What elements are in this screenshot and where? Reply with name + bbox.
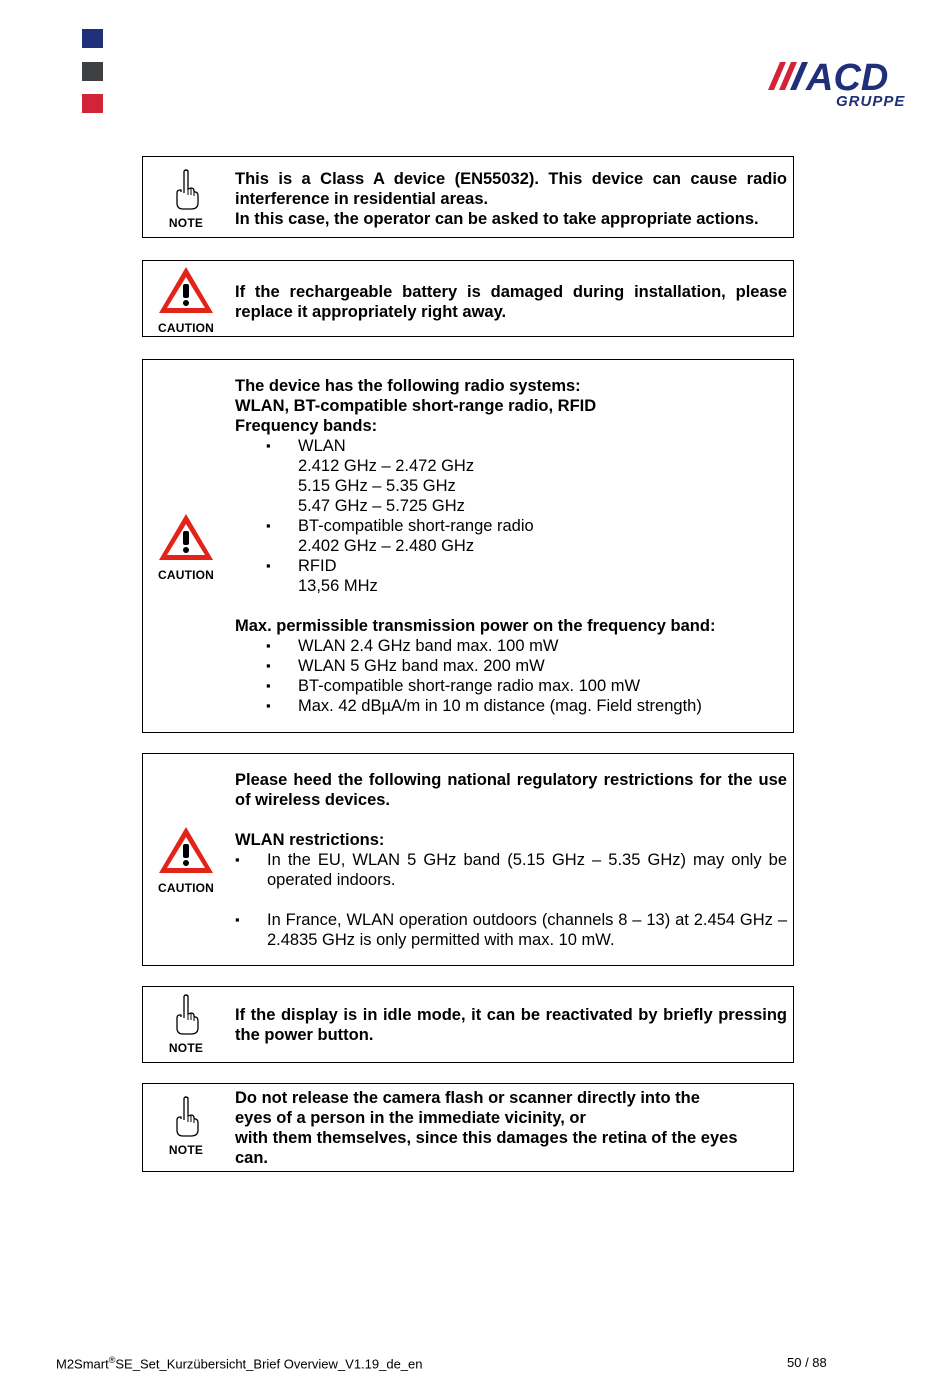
band-range: 13,56 MHz xyxy=(298,577,378,595)
caution-text: If the rechargeable battery is damaged during installation, please replace it appropriately right away. xyxy=(235,283,787,321)
caution-icon-column xyxy=(143,824,229,895)
wlan-restrictions-heading: WLAN restrictions: xyxy=(235,831,385,849)
list-item xyxy=(235,556,787,596)
list-item: ▪ In the EU, WLAN 5 GHz band (5.15 GHz – 5.35 GHz) may only be operated indoors. xyxy=(235,850,787,890)
caution-box-battery xyxy=(142,260,794,337)
frequency-band-list xyxy=(235,436,787,596)
regulatory-intro: Please heed the following national regulatory restrictions for the use of wireless devices. xyxy=(235,771,787,809)
power-list xyxy=(235,636,787,716)
note-box-class-a xyxy=(142,156,794,238)
brand-square-gray xyxy=(82,62,103,81)
band-range: 5.47 GHz – 5.725 GHz xyxy=(298,497,465,515)
note-line: can. xyxy=(235,1149,269,1167)
band-range: 5.15 GHz – 5.35 GHz xyxy=(298,477,456,495)
band-name: ▪ RFID xyxy=(298,557,337,575)
list-item: ▪ In France, WLAN operation outdoors (channels 8 – 13) at 2.454 GHz – 2.4835 GHz is only permitted with max. 10 mW. xyxy=(235,910,787,950)
caution-label: CAUTION xyxy=(157,881,215,895)
note-icon-column xyxy=(143,1096,229,1157)
list-item: ▪ BT-compatible short-range radio max. 100 mW xyxy=(235,676,787,696)
list-item: ▪ WLAN 2.4 GHz band max. 100 mW xyxy=(235,636,787,656)
radio-systems-list: WLAN, BT-compatible short-range radio, RFID xyxy=(235,397,597,415)
warning-triangle-icon xyxy=(156,511,216,563)
warning-triangle-icon xyxy=(156,264,216,316)
logo-subtext: GRUPPE xyxy=(836,93,906,110)
logo-text: ACD xyxy=(806,57,889,99)
acd-logo xyxy=(766,48,918,110)
note-paragraph: This is a Class A device (EN55032). This device can cause radio interference in residential areas. xyxy=(235,170,787,208)
footer-document-name xyxy=(56,1355,423,1371)
note-icon-column xyxy=(143,994,229,1055)
list-item xyxy=(235,516,787,556)
list-item: ▪ Max. 42 dBµA/m in 10 m distance (mag. Field strength) xyxy=(235,696,787,716)
caution-icon-column xyxy=(143,264,229,335)
footer-page-number: 50 / 88 xyxy=(787,1355,827,1370)
band-name: ▪ BT-compatible short-range radio xyxy=(298,517,534,535)
radio-systems-text xyxy=(235,376,787,716)
caution-label: CAUTION xyxy=(157,321,215,335)
restrictions-list xyxy=(235,850,787,950)
doc-name-suffix: SE_Set_Kurzübersicht_Brief Overview_V1.19_de_en xyxy=(115,1356,423,1372)
note-text: If the display is in idle mode, it can be reactivated by briefly pressing the power button. xyxy=(235,1006,787,1044)
note-paragraph: In this case, the operator can be asked to take appropriate actions. xyxy=(235,210,759,228)
note-text xyxy=(235,1088,787,1168)
band-name: ▪ WLAN xyxy=(298,437,346,455)
pointing-hand-icon xyxy=(171,169,201,211)
regulatory-text xyxy=(235,770,787,950)
registered-mark: ® xyxy=(108,1355,116,1365)
caution-box-regulatory xyxy=(142,753,794,966)
doc-name-prefix: M2Smart xyxy=(56,1356,109,1372)
caution-icon-column xyxy=(143,511,229,582)
note-label: NOTE xyxy=(168,1143,204,1157)
note-label: NOTE xyxy=(168,216,204,230)
caution-box-radio xyxy=(142,359,794,733)
radio-intro: The device has the following radio systems: xyxy=(235,377,581,395)
note-line: with them themselves, since this damages the retina of the eyes xyxy=(235,1129,738,1147)
frequency-heading: Frequency bands: xyxy=(235,417,378,435)
note-text xyxy=(235,169,787,229)
band-range: 2.402 GHz – 2.480 GHz xyxy=(298,537,475,555)
pointing-hand-icon xyxy=(171,1096,201,1138)
brand-square-red xyxy=(82,94,103,113)
note-label: NOTE xyxy=(168,1041,204,1055)
list-item: ▪ WLAN 5 GHz band max. 200 mW xyxy=(235,656,787,676)
note-line: eyes of a person in the immediate vicinity, or xyxy=(235,1109,586,1127)
note-icon-column xyxy=(143,169,229,230)
brand-square-blue xyxy=(82,29,103,48)
band-range: 2.412 GHz – 2.472 GHz xyxy=(298,457,475,475)
caution-label: CAUTION xyxy=(157,568,215,582)
note-box-camera-flash xyxy=(142,1083,794,1172)
power-heading: Max. permissible transmission power on the frequency band: xyxy=(235,617,716,635)
list-item xyxy=(235,436,787,516)
note-box-idle xyxy=(142,986,794,1063)
warning-triangle-icon xyxy=(156,824,216,876)
note-line: Do not release the camera flash or scanner directly into the xyxy=(235,1089,700,1107)
pointing-hand-icon xyxy=(171,994,201,1036)
